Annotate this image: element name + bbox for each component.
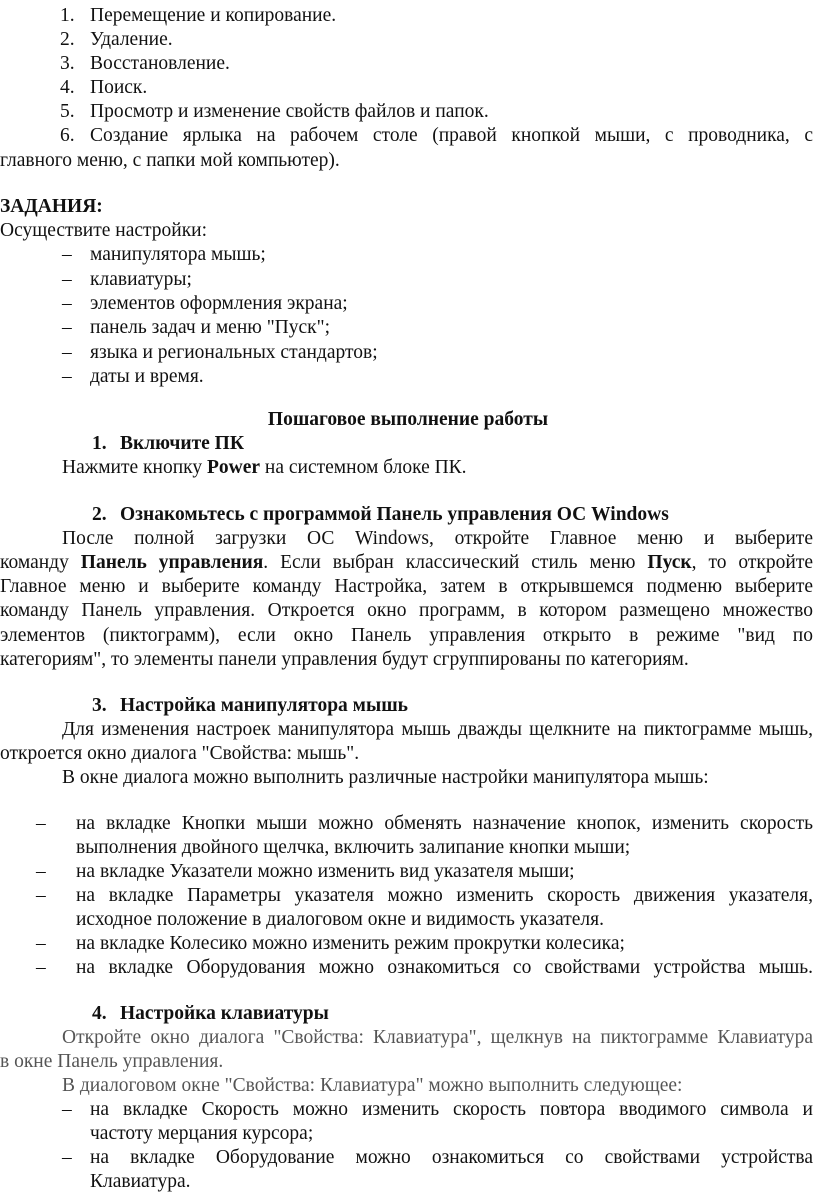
dash-bullet: – <box>36 957 46 978</box>
paragraph-line: категориям", то элементы панели управления будут сгруппированы по категориям. <box>0 649 689 670</box>
bullet-item: на вкладке Оборудование можно ознакомиться со свойствами устройства <box>90 1147 813 1168</box>
paragraph-line: Главное меню и выберите команду Настройка, затем в открывшемся подменю выберите <box>0 576 813 597</box>
section-heading: Ознакомьтесь с программой Панель управления ОС Windows <box>120 504 669 525</box>
task-item: элементов оформления экрана; <box>90 293 348 314</box>
dash-bullet: – <box>36 813 46 834</box>
dash-bullet: – <box>62 269 72 290</box>
section-number: 4. <box>92 1003 107 1024</box>
list-item: Восстановление. <box>90 53 230 74</box>
bullet-item: на вкладке Параметры указателя можно изменить скорость движения указателя, <box>76 885 813 906</box>
paragraph-line: Для изменения настроек манипулятора мышь дважды щелкните на пиктограмме мышь, <box>62 719 813 740</box>
bullet-item-continuation: исходное положение в диалоговом окне и видимость указателя. <box>76 909 604 930</box>
dash-bullet: – <box>62 342 72 363</box>
list-item-continuation: главного меню, с папки мой компьютер). <box>0 150 340 171</box>
section-number: 1. <box>92 433 107 454</box>
paragraph-line: в окне Панель управления. <box>0 1051 224 1072</box>
dash-bullet: – <box>62 1099 72 1120</box>
dash-bullet: – <box>36 933 46 954</box>
list-item: Перемещение и копирование. <box>90 5 337 26</box>
paragraph-line: Откройте окно диалога "Свойства: Клавиатура", щелкнув на пиктограмме Клавиатура <box>62 1027 813 1048</box>
list-number: 4. <box>60 77 75 98</box>
paragraph-line: После полной загрузки ОС Windows, откройте Главное меню и выберите <box>62 528 813 549</box>
section-heading: Настройка клавиатуры <box>120 1003 329 1024</box>
tasks-heading: ЗАДАНИЯ: <box>0 196 103 217</box>
task-item: панель задач и меню "Пуск"; <box>90 317 330 338</box>
bullet-item-continuation: частоту мерцания курсора; <box>90 1123 314 1144</box>
section-heading: Настройка манипулятора мышь <box>120 695 408 716</box>
section-heading: Включите ПК <box>120 433 244 454</box>
list-number: 5. <box>60 101 75 122</box>
dash-bullet: – <box>62 366 72 387</box>
list-item: Удаление. <box>90 29 173 50</box>
bullet-item-continuation: выполнения двойного щелчка, включить залипание кнопки мыши; <box>76 837 631 858</box>
list-item: Создание ярлыка на рабочем столе (правой кнопкой мыши, с проводника, с <box>90 125 813 146</box>
bullet-item: на вкладке Указатели можно изменить вид указателя мыши; <box>76 861 575 882</box>
paragraph-line: команду Панель управления. Если выбран классический стиль меню Пуск, то откройте <box>0 552 814 573</box>
bullet-item: на вкладке Кнопки мыши можно обменять назначение кнопок, изменить скорость <box>76 813 813 834</box>
dash-bullet: – <box>36 861 46 882</box>
task-item: языка и региональных стандартов; <box>90 342 378 363</box>
dash-bullet: – <box>62 317 72 338</box>
dash-bullet: – <box>62 293 72 314</box>
paragraph-line: В диалоговом окне "Свойства: Клавиатура" можно выполнить следующее: <box>62 1075 683 1096</box>
list-number: 3. <box>60 53 75 74</box>
list-number: 2. <box>60 29 75 50</box>
task-item: даты и время. <box>90 366 204 387</box>
list-number: 1. <box>60 5 75 26</box>
paragraph-line: команду Панель управления. Откроется окно программ, в котором размещено множество <box>0 600 813 621</box>
section-number: 3. <box>92 695 107 716</box>
list-item: Просмотр и изменение свойств файлов и папок. <box>90 101 489 122</box>
bullet-item-continuation: Клавиатура. <box>90 1171 191 1192</box>
paragraph-line: откроется окно диалога "Свойства: мышь". <box>0 743 360 764</box>
dash-bullet: – <box>62 1147 72 1168</box>
bullet-item: на вкладке Оборудования можно ознакомиться со свойствами устройства мышь. <box>76 957 813 978</box>
paragraph-line: В окне диалога можно выполнить различные настройки манипулятора мышь: <box>62 767 709 788</box>
bullet-item: на вкладке Колесико можно изменить режим прокрутки колесика; <box>76 933 625 954</box>
dash-bullet: – <box>36 885 46 906</box>
section-number: 2. <box>92 504 107 525</box>
list-item: Поиск. <box>90 77 148 98</box>
dash-bullet: – <box>62 244 72 265</box>
list-number: 6. <box>60 125 75 146</box>
section-title: Пошаговое выполнение работы <box>267 409 549 430</box>
paragraph-line: элементов (пиктограмм), если окно Панель управления открыто в режиме "вид по <box>0 625 813 646</box>
task-item: клавиатуры; <box>90 269 192 290</box>
bullet-item: на вкладке Скорость можно изменить скорость повтора вводимого символа и <box>90 1099 813 1120</box>
task-item: манипулятора мышь; <box>90 244 266 265</box>
paragraph: Нажмите кнопку Power на системном блоке ПК. <box>62 457 467 478</box>
tasks-intro: Осуществите настройки: <box>0 220 208 241</box>
